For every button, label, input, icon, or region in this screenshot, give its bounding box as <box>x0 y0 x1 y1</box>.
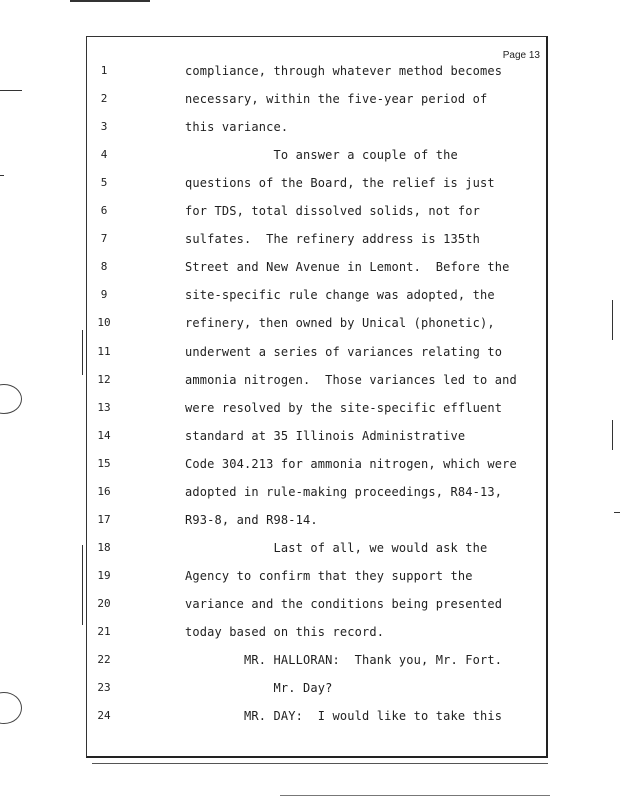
line-number: 5 <box>100 176 108 190</box>
line-text: were resolved by the site-specific effluent <box>185 400 503 415</box>
line-text: adopted in rule-making proceedings, R84-13, <box>185 484 503 499</box>
bottom-scan-rule-2 <box>280 795 550 796</box>
line-number: 1 <box>100 64 108 77</box>
line-text: refinery, then owned by Unical (phonetic), <box>185 316 495 331</box>
punch-hole-lower <box>0 692 22 724</box>
line-text: Code 304.213 for ammonia nitrogen, which were <box>185 456 517 471</box>
line-number: 13 <box>97 400 111 414</box>
line-number: 23 <box>97 681 111 695</box>
line-number: 16 <box>97 484 111 498</box>
line-text: Last of all, we would ask the <box>185 540 488 555</box>
line-number: 4 <box>100 148 108 162</box>
line-number: 18 <box>97 540 111 554</box>
line-text: necessary, within the five-year period of <box>185 92 488 107</box>
line-number: 6 <box>100 204 108 218</box>
line-number: 24 <box>97 709 111 723</box>
line-number: 10 <box>97 316 111 330</box>
bottom-scan-rule <box>92 763 548 764</box>
line-number: 3 <box>100 120 108 134</box>
line-text: Street and New Avenue in Lemont. Before the <box>185 260 510 275</box>
scan-mark-right-2 <box>612 420 613 450</box>
line-number: 14 <box>97 428 111 442</box>
line-text: sulfates. The refinery address is 135th <box>185 232 480 247</box>
line-number: 20 <box>97 596 111 610</box>
line-text: Mr. Day? <box>185 681 333 696</box>
line-text: MR. HALLORAN: Thank you, Mr. Fort. <box>185 653 503 668</box>
line-text: today based on this record. <box>185 625 385 639</box>
line-number: 19 <box>97 568 111 582</box>
line-text: ammonia nitrogen. Those variances led to and <box>185 372 517 387</box>
line-text: for TDS, total dissolved solids, not for <box>185 204 480 219</box>
line-text: variance and the conditions being presented <box>185 596 503 611</box>
line-number: 21 <box>97 625 111 638</box>
line-text: MR. DAY: I would like to take this <box>185 709 503 724</box>
scan-mark-left-2 <box>0 175 4 176</box>
line-text: To answer a couple of the <box>185 148 458 163</box>
line-text: this variance. <box>185 120 289 135</box>
punch-hole-upper <box>0 384 22 414</box>
line-number: 2 <box>100 92 108 106</box>
scan-mark-right-1 <box>612 300 613 340</box>
line-text: standard at 35 Illinois Administrative <box>185 428 466 443</box>
line-text: site-specific rule change was adopted, the <box>185 288 495 303</box>
line-number: 17 <box>97 512 111 526</box>
line-number: 22 <box>97 653 111 667</box>
scan-mark-top <box>70 0 150 2</box>
line-number: 9 <box>100 288 108 302</box>
line-text: compliance, through whatever method becomes <box>185 64 503 78</box>
line-number: 8 <box>100 260 108 274</box>
margin-rule-left <box>82 330 83 375</box>
scan-mark-left-1 <box>0 90 22 91</box>
transcript-page <box>86 36 548 758</box>
line-number: 11 <box>97 344 111 358</box>
line-text: Agency to confirm that they support the <box>185 568 473 583</box>
line-number: 12 <box>97 372 111 386</box>
page-number: Page 13 <box>502 50 540 61</box>
line-text: questions of the Board, the relief is just <box>185 176 495 191</box>
scan-mark-right-3 <box>614 512 620 513</box>
line-text: R93-8, and R98-14. <box>185 512 318 527</box>
line-text: underwent a series of variances relating to <box>185 344 503 359</box>
line-number: 7 <box>100 232 108 246</box>
margin-rule-left-2 <box>82 545 83 625</box>
line-number: 15 <box>97 456 111 470</box>
